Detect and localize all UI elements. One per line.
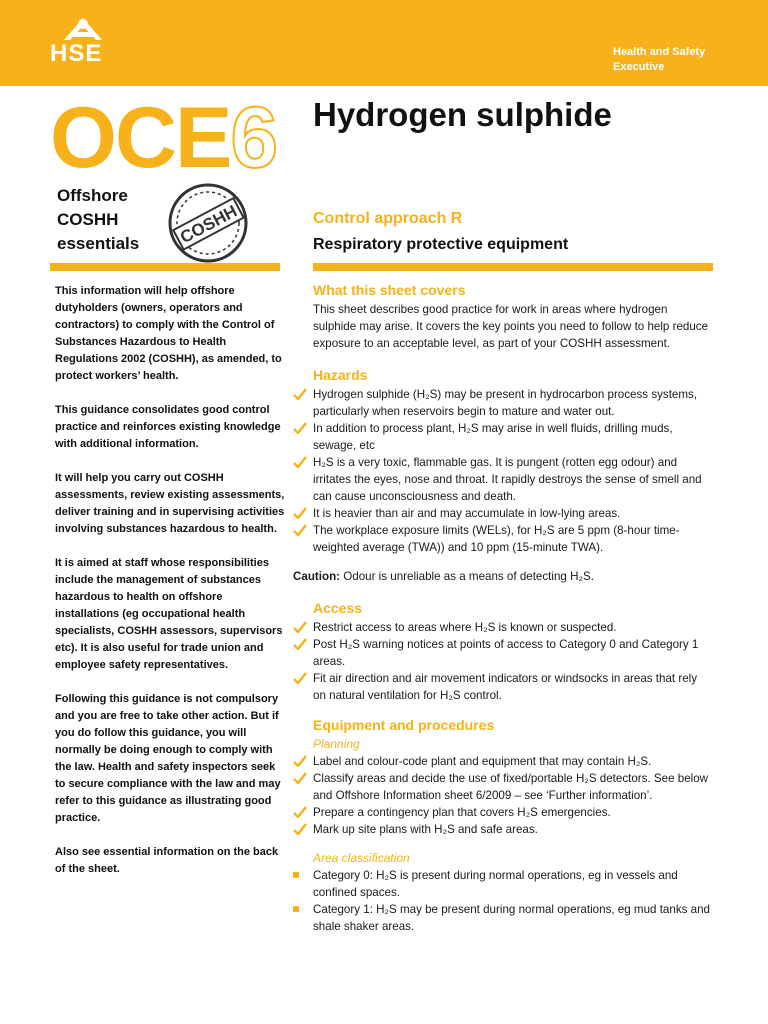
list-item-text: In addition to process plant, H₂S may arise in well fluids, drilling muds, sewage, etc bbox=[313, 422, 673, 452]
square-bullet-icon bbox=[293, 906, 299, 912]
subheading-planning: Planning bbox=[313, 737, 360, 751]
series-code-number: 6 bbox=[230, 90, 277, 186]
tick-icon bbox=[293, 772, 307, 784]
tick-icon bbox=[293, 422, 307, 434]
subheading-area-classification: Area classification bbox=[313, 851, 410, 865]
divider-left bbox=[50, 263, 280, 271]
intro-column bbox=[55, 283, 287, 895]
list-item bbox=[313, 636, 713, 670]
caution-note bbox=[293, 568, 737, 585]
control-approach: Control approach R bbox=[313, 210, 463, 227]
tick-icon bbox=[293, 621, 307, 633]
tick-icon bbox=[293, 823, 307, 835]
stamp-text: COSHH bbox=[177, 201, 241, 248]
planning-list bbox=[313, 753, 713, 838]
list-item-text: Hydrogen sulphide (H₂S) may be present in hydrocarbon process systems, particularly when reservoirs begin to mature and water out. bbox=[313, 388, 698, 418]
list-item-text: The workplace exposure limits (WELs), for H₂S are 5 ppm (8-hour time-weighted average (TWA)) and 10 ppm (15-minute TWA). bbox=[313, 524, 680, 554]
list-item-text: Prepare a contingency plan that covers H₂S emergencies. bbox=[313, 806, 611, 819]
list-item bbox=[313, 505, 713, 522]
area-classification-list bbox=[313, 867, 713, 935]
list-item bbox=[313, 867, 713, 901]
square-bullet-icon bbox=[293, 872, 299, 878]
list-item-text: It is heavier than air and may accumulate in low-lying areas. bbox=[313, 507, 621, 520]
tick-icon bbox=[293, 388, 307, 400]
main-column bbox=[293, 281, 713, 947]
tick-icon bbox=[293, 806, 307, 818]
list-item-text: Label and colour-code plant and equipment that may contain H₂S. bbox=[313, 755, 652, 768]
page-title: Hydrogen sulphide bbox=[313, 96, 612, 133]
access-list bbox=[313, 619, 713, 704]
list-item-text: Fit air direction and air movement indicators or windsocks in areas that rely on natural ventilation for H₂S control. bbox=[313, 672, 698, 702]
series-label bbox=[57, 184, 139, 256]
tick-icon bbox=[293, 456, 307, 468]
intro-paragraph: It will help you carry out COSHH assessments, review existing assessments, deliver training and in supervising activities involving substances hazardous to health. bbox=[55, 472, 285, 535]
section-heading-access: Access bbox=[313, 600, 363, 616]
control-subtitle: Respiratory protective equipment bbox=[313, 236, 569, 253]
list-item bbox=[313, 753, 713, 770]
list-item bbox=[313, 522, 713, 556]
intro-paragraph: Following this guidance is not compulsory and you are free to take other action. But if you do follow this guidance, you will normally be doing enough to comply with the law. Health and safety inspectors seek to secure compliance with the law and may refer to this guidance as illustrating good practice. bbox=[55, 693, 281, 824]
list-item bbox=[313, 770, 713, 804]
section-heading-covers: What this sheet covers bbox=[313, 282, 466, 298]
tick-icon bbox=[293, 638, 307, 650]
covers-text: This sheet describes good practice for work in areas where hydrogen sulphide may arise. It covers the key points you need to follow to help reduce exposure to an acceptable level, as part of your COSHH assessment. bbox=[313, 303, 709, 350]
list-item bbox=[313, 420, 713, 454]
list-item-text: Post H₂S warning notices at points of access to Category 0 and Category 1 areas. bbox=[313, 638, 699, 668]
series-code bbox=[50, 88, 276, 188]
org-name-line2: Executive bbox=[613, 61, 665, 73]
section-heading-equipment: Equipment and procedures bbox=[313, 717, 495, 733]
list-item bbox=[313, 821, 713, 838]
caution-label: Caution: bbox=[293, 570, 341, 583]
list-item-text: Category 1: H₂S may be present during normal operations, eg mud tanks and shale shaker areas. bbox=[313, 903, 710, 933]
hazards-list bbox=[313, 386, 713, 556]
list-item bbox=[313, 804, 713, 821]
section-heading-hazards: Hazards bbox=[313, 367, 368, 383]
list-item bbox=[313, 670, 713, 704]
list-item bbox=[313, 386, 713, 420]
list-item-text: Mark up site plans with H₂S and safe areas. bbox=[313, 823, 538, 836]
list-item bbox=[313, 454, 713, 505]
series-code-letters: OCE bbox=[50, 90, 231, 186]
list-item bbox=[313, 619, 713, 636]
org-name-line1: Health and Safety bbox=[613, 46, 706, 58]
caution-text: Odour is unreliable as a means of detecting H₂S. bbox=[340, 570, 594, 583]
series-label-line2: COSHH bbox=[57, 210, 119, 229]
list-item-text: Classify areas and decide the use of fixed/portable H₂S detectors. See below and Offshore Information sheet 6/2009 – see ‘Further information’. bbox=[313, 772, 709, 802]
tick-icon bbox=[293, 755, 307, 767]
series-label-line3: essentials bbox=[57, 234, 140, 253]
intro-paragraph: This guidance consolidates good control practice and reinforces existing knowledge with additional information. bbox=[55, 404, 281, 450]
divider-right bbox=[313, 263, 713, 271]
intro-paragraph: This information will help offshore dutyholders (owners, operators and contractors) to comply with the Control of Substances Hazardous to Health Regulations 2002 (COSHH), as amended, to protect workers’ health. bbox=[55, 285, 282, 382]
tick-icon bbox=[293, 672, 307, 684]
intro-paragraph: It is aimed at staff whose responsibilities include the management of substances hazardous to health on offshore installations (eg occupational health specialists, COSHH assessors, supervisors etc). It is also useful for trade union and employee safety representatives. bbox=[55, 557, 283, 671]
list-item-text: Category 0: H₂S is present during normal operations, eg in vessels and confined spaces. bbox=[313, 869, 678, 899]
intro-paragraph: Also see essential information on the back of the sheet. bbox=[55, 846, 279, 875]
list-item-text: H₂S is a very toxic, flammable gas. It is pungent (rotten egg odour) and irritates the eyes, nose and throat. It rapidly destroys the sense of smell and can cause unconsciousness and death. bbox=[313, 456, 702, 503]
coshh-stamp-icon bbox=[160, 175, 256, 271]
list-item-text: Restrict access to areas where H₂S is known or suspected. bbox=[313, 621, 617, 634]
series-label-line1: Offshore bbox=[57, 186, 128, 205]
list-item bbox=[313, 901, 713, 935]
tick-icon bbox=[293, 507, 307, 519]
hse-logo-text: HSE bbox=[50, 40, 103, 67]
org-name bbox=[613, 45, 705, 75]
tick-icon bbox=[293, 524, 307, 536]
